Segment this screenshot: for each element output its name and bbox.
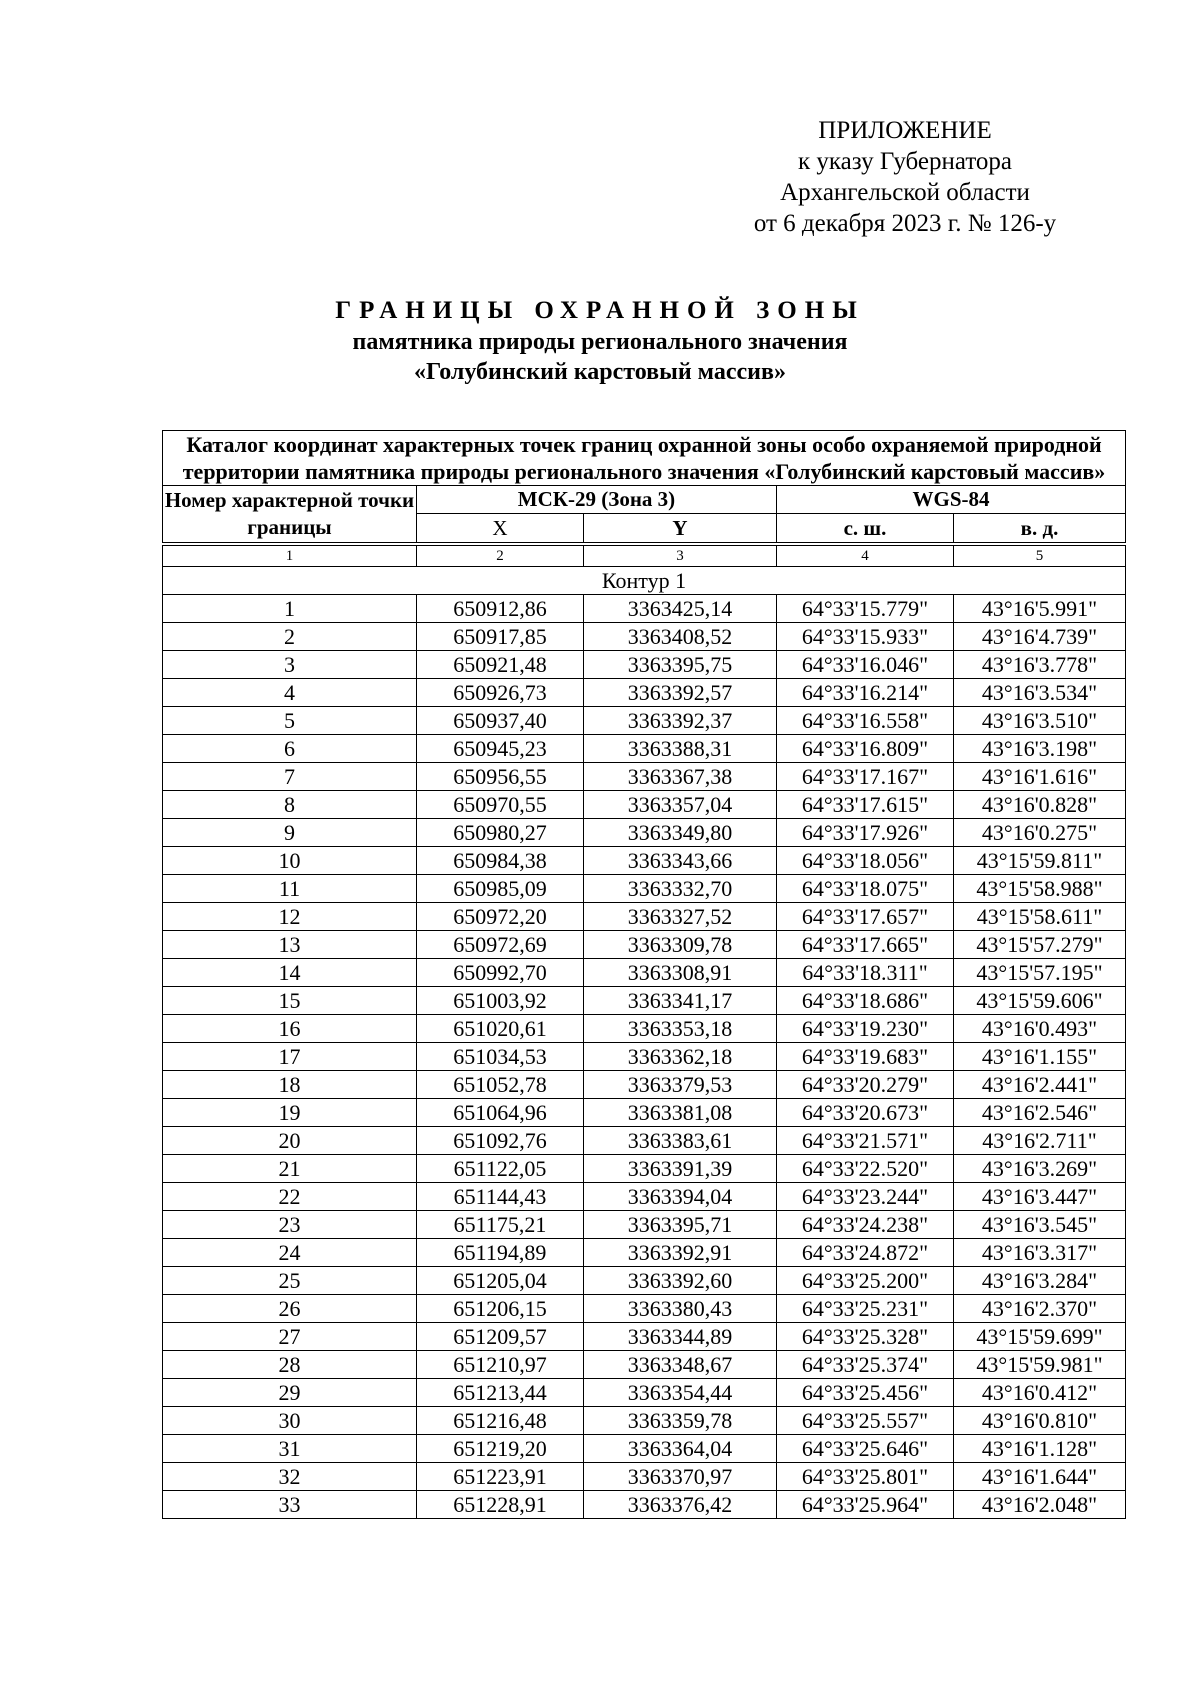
- longitude-cell: 43°15'58.988": [954, 875, 1126, 903]
- y-cell: 3363341,17: [584, 987, 777, 1015]
- column-number: 3: [584, 546, 777, 567]
- y-cell: 3363362,18: [584, 1043, 777, 1071]
- y-cell: 3363348,67: [584, 1351, 777, 1379]
- table-row: [163, 735, 1126, 763]
- longitude-cell: 43°16'4.739": [954, 623, 1126, 651]
- table-row: [163, 1463, 1126, 1491]
- x-cell: 651205,04: [417, 1267, 584, 1295]
- table-row: [163, 1043, 1126, 1071]
- x-cell: 650937,40: [417, 707, 584, 735]
- latitude-cell: 64°33'17.167": [777, 763, 954, 791]
- latitude-cell: 64°33'20.673": [777, 1099, 954, 1127]
- latitude-cell: 64°33'22.520": [777, 1155, 954, 1183]
- table-row: [163, 1323, 1126, 1351]
- appendix-title: ПРИЛОЖЕНИЕ: [818, 117, 992, 144]
- latitude-cell: 64°33'15.933": [777, 623, 954, 651]
- table-row: [163, 1015, 1126, 1043]
- y-cell: 3363354,44: [584, 1379, 777, 1407]
- x-cell: 651175,21: [417, 1211, 584, 1239]
- latitude-cell: 64°33'18.075": [777, 875, 954, 903]
- table-row: [163, 679, 1126, 707]
- table-row: [163, 819, 1126, 847]
- longitude-cell: 43°15'57.279": [954, 931, 1126, 959]
- table-row: [163, 623, 1126, 651]
- point-number-cell: 17: [163, 1043, 417, 1071]
- header-point-number: Номер характерной точки границы: [163, 486, 417, 543]
- longitude-cell: 43°16'3.510": [954, 707, 1126, 735]
- longitude-cell: 43°15'58.611": [954, 903, 1126, 931]
- longitude-cell: 43°16'2.546": [954, 1099, 1126, 1127]
- longitude-cell: 43°15'59.811": [954, 847, 1126, 875]
- y-cell: 3363349,80: [584, 819, 777, 847]
- y-cell: 3363425,14: [584, 595, 777, 623]
- longitude-cell: 43°16'0.412": [954, 1379, 1126, 1407]
- point-number-cell: 20: [163, 1127, 417, 1155]
- table-row: [163, 931, 1126, 959]
- longitude-cell: 43°16'0.810": [954, 1407, 1126, 1435]
- latitude-cell: 64°33'24.872": [777, 1239, 954, 1267]
- contour-label: Контур 1: [163, 567, 1126, 595]
- latitude-cell: 64°33'25.374": [777, 1351, 954, 1379]
- latitude-cell: 64°33'19.230": [777, 1015, 954, 1043]
- y-cell: 3363357,04: [584, 791, 777, 819]
- point-number-cell: 24: [163, 1239, 417, 1267]
- appendix-date-line: от 6 декабря 2023 г. № 126-у: [753, 210, 1057, 237]
- table-row: [163, 763, 1126, 791]
- point-number-cell: 6: [163, 735, 417, 763]
- longitude-cell: 43°15'59.699": [954, 1323, 1126, 1351]
- y-cell: 3363408,52: [584, 623, 777, 651]
- y-cell: 3363332,70: [584, 875, 777, 903]
- y-cell: 3363379,53: [584, 1071, 777, 1099]
- longitude-cell: 43°16'0.275": [954, 819, 1126, 847]
- x-cell: 651122,05: [417, 1155, 584, 1183]
- x-cell: 650972,20: [417, 903, 584, 931]
- x-cell: 651219,20: [417, 1435, 584, 1463]
- latitude-cell: 64°33'16.046": [777, 651, 954, 679]
- point-number-cell: 8: [163, 791, 417, 819]
- table-row: [163, 1211, 1126, 1239]
- longitude-cell: 43°15'57.195": [954, 959, 1126, 987]
- y-cell: 3363353,18: [584, 1015, 777, 1043]
- longitude-cell: 43°16'3.534": [954, 679, 1126, 707]
- y-cell: 3363359,78: [584, 1407, 777, 1435]
- x-cell: 650956,55: [417, 763, 584, 791]
- longitude-cell: 43°16'3.198": [954, 735, 1126, 763]
- latitude-cell: 64°33'17.665": [777, 931, 954, 959]
- latitude-cell: 64°33'25.456": [777, 1379, 954, 1407]
- coordinates-table: [162, 430, 1126, 1519]
- point-number-cell: 15: [163, 987, 417, 1015]
- latitude-cell: 64°33'16.214": [777, 679, 954, 707]
- y-cell: 3363364,04: [584, 1435, 777, 1463]
- table-row: [163, 1267, 1126, 1295]
- y-cell: 3363309,78: [584, 931, 777, 959]
- latitude-cell: 64°33'25.328": [777, 1323, 954, 1351]
- table-row: [163, 791, 1126, 819]
- longitude-cell: 43°16'1.644": [954, 1463, 1126, 1491]
- point-number-cell: 4: [163, 679, 417, 707]
- y-cell: 3363381,08: [584, 1099, 777, 1127]
- point-number-cell: 21: [163, 1155, 417, 1183]
- y-cell: 3363391,39: [584, 1155, 777, 1183]
- table-row: [163, 987, 1126, 1015]
- table-row: [163, 1295, 1126, 1323]
- table-row: [163, 903, 1126, 931]
- x-cell: 651216,48: [417, 1407, 584, 1435]
- title-subtitle-1: памятника природы регионального значения: [352, 329, 848, 355]
- table-row: [163, 1099, 1126, 1127]
- longitude-cell: 43°16'2.441": [954, 1071, 1126, 1099]
- x-cell: 651064,96: [417, 1099, 584, 1127]
- x-cell: 650945,23: [417, 735, 584, 763]
- header-wgs84: WGS-84: [777, 486, 1126, 514]
- table-row: [163, 1155, 1126, 1183]
- table-row: [163, 959, 1126, 987]
- table-row: [163, 1071, 1126, 1099]
- latitude-cell: 64°33'17.926": [777, 819, 954, 847]
- point-number-cell: 26: [163, 1295, 417, 1323]
- point-number-cell: 31: [163, 1435, 417, 1463]
- longitude-cell: 43°16'0.828": [954, 791, 1126, 819]
- y-cell: 3363395,71: [584, 1211, 777, 1239]
- longitude-cell: 43°16'2.711": [954, 1127, 1126, 1155]
- y-cell: 3363395,75: [584, 651, 777, 679]
- point-number-cell: 11: [163, 875, 417, 903]
- longitude-cell: 43°16'2.048": [954, 1491, 1126, 1519]
- y-cell: 3363388,31: [584, 735, 777, 763]
- point-number-cell: 27: [163, 1323, 417, 1351]
- x-cell: 651144,43: [417, 1183, 584, 1211]
- y-cell: 3363392,37: [584, 707, 777, 735]
- point-number-cell: 5: [163, 707, 417, 735]
- point-number-cell: 1: [163, 595, 417, 623]
- y-cell: 3363392,91: [584, 1239, 777, 1267]
- point-number-cell: 16: [163, 1015, 417, 1043]
- title-main: ГРАНИЦЫ ОХРАННОЙ ЗОНЫ: [335, 297, 865, 324]
- header-y: Y: [584, 514, 777, 543]
- longitude-cell: 43°16'3.447": [954, 1183, 1126, 1211]
- table-row: [163, 847, 1126, 875]
- y-cell: 3363343,66: [584, 847, 777, 875]
- y-cell: 3363308,91: [584, 959, 777, 987]
- point-number-cell: 25: [163, 1267, 417, 1295]
- x-cell: 651003,92: [417, 987, 584, 1015]
- column-number: 1: [163, 546, 417, 567]
- latitude-cell: 64°33'25.646": [777, 1435, 954, 1463]
- latitude-cell: 64°33'23.244": [777, 1183, 954, 1211]
- document-title: [150, 295, 1050, 387]
- table-row: [163, 1239, 1126, 1267]
- x-cell: 650921,48: [417, 651, 584, 679]
- x-cell: 651052,78: [417, 1071, 584, 1099]
- table-row: [163, 1127, 1126, 1155]
- table-row: [163, 1407, 1126, 1435]
- point-number-cell: 19: [163, 1099, 417, 1127]
- x-cell: 650926,73: [417, 679, 584, 707]
- table-row: [163, 875, 1126, 903]
- x-cell: 650912,86: [417, 595, 584, 623]
- y-cell: 3363380,43: [584, 1295, 777, 1323]
- y-cell: 3363367,38: [584, 763, 777, 791]
- table-row: [163, 651, 1126, 679]
- table-row: [163, 595, 1126, 623]
- longitude-cell: 43°16'5.991": [954, 595, 1126, 623]
- x-cell: 650992,70: [417, 959, 584, 987]
- appendix-region-line: Архангельской области: [780, 179, 1030, 206]
- y-cell: 3363344,89: [584, 1323, 777, 1351]
- latitude-cell: 64°33'16.558": [777, 707, 954, 735]
- point-number-cell: 23: [163, 1211, 417, 1239]
- x-cell: 651034,53: [417, 1043, 584, 1071]
- point-number-cell: 3: [163, 651, 417, 679]
- point-number-cell: 22: [163, 1183, 417, 1211]
- latitude-cell: 64°33'25.200": [777, 1267, 954, 1295]
- x-cell: 651092,76: [417, 1127, 584, 1155]
- y-cell: 3363370,97: [584, 1463, 777, 1491]
- column-number: 5: [954, 546, 1126, 567]
- x-cell: 651210,97: [417, 1351, 584, 1379]
- latitude-cell: 64°33'25.231": [777, 1295, 954, 1323]
- x-cell: 650972,69: [417, 931, 584, 959]
- x-cell: 650985,09: [417, 875, 584, 903]
- point-number-cell: 30: [163, 1407, 417, 1435]
- latitude-cell: 64°33'18.686": [777, 987, 954, 1015]
- point-number-cell: 14: [163, 959, 417, 987]
- latitude-cell: 64°33'18.056": [777, 847, 954, 875]
- longitude-cell: 43°16'0.493": [954, 1015, 1126, 1043]
- x-cell: 651213,44: [417, 1379, 584, 1407]
- appendix-decree-line: к указу Губернатора: [797, 148, 1013, 175]
- point-number-cell: 13: [163, 931, 417, 959]
- longitude-cell: 43°16'1.128": [954, 1435, 1126, 1463]
- x-cell: 650980,27: [417, 819, 584, 847]
- header-longitude: в. д.: [954, 514, 1126, 543]
- longitude-cell: 43°16'1.616": [954, 763, 1126, 791]
- point-number-cell: 10: [163, 847, 417, 875]
- table-row: [163, 707, 1126, 735]
- coordinates-rows: [163, 595, 1126, 1519]
- latitude-cell: 64°33'17.615": [777, 791, 954, 819]
- x-cell: 651206,15: [417, 1295, 584, 1323]
- longitude-cell: 43°16'3.269": [954, 1155, 1126, 1183]
- longitude-cell: 43°15'59.606": [954, 987, 1126, 1015]
- column-number: 4: [777, 546, 954, 567]
- latitude-cell: 64°33'21.571": [777, 1127, 954, 1155]
- appendix-header: [700, 115, 1110, 239]
- y-cell: 3363392,60: [584, 1267, 777, 1295]
- longitude-cell: 43°16'3.317": [954, 1239, 1126, 1267]
- x-cell: 651223,91: [417, 1463, 584, 1491]
- latitude-cell: 64°33'15.779": [777, 595, 954, 623]
- point-number-cell: 18: [163, 1071, 417, 1099]
- point-number-cell: 2: [163, 623, 417, 651]
- latitude-cell: 64°33'18.311": [777, 959, 954, 987]
- point-number-cell: 29: [163, 1379, 417, 1407]
- title-subtitle-2: «Голубинский карстовый массив»: [414, 359, 786, 385]
- x-cell: 651020,61: [417, 1015, 584, 1043]
- y-cell: 3363394,04: [584, 1183, 777, 1211]
- latitude-cell: 64°33'20.279": [777, 1071, 954, 1099]
- y-cell: 3363383,61: [584, 1127, 777, 1155]
- longitude-cell: 43°16'3.284": [954, 1267, 1126, 1295]
- table-caption: Каталог координат характерных точек границ охранной зоны особо охраняемой природной территории памятника природы регионального значения «Голубинский карстовый массив»: [163, 431, 1126, 486]
- table-row: [163, 1183, 1126, 1211]
- header-latitude: с. ш.: [777, 514, 954, 543]
- point-number-cell: 32: [163, 1463, 417, 1491]
- table-row: [163, 1351, 1126, 1379]
- x-cell: 650984,38: [417, 847, 584, 875]
- longitude-cell: 43°16'2.370": [954, 1295, 1126, 1323]
- y-cell: 3363327,52: [584, 903, 777, 931]
- header-x: X: [417, 514, 584, 543]
- longitude-cell: 43°16'1.155": [954, 1043, 1126, 1071]
- latitude-cell: 64°33'16.809": [777, 735, 954, 763]
- x-cell: 651194,89: [417, 1239, 584, 1267]
- point-number-cell: 9: [163, 819, 417, 847]
- header-msk29: МСК-29 (Зона 3): [417, 486, 777, 514]
- point-number-cell: 28: [163, 1351, 417, 1379]
- longitude-cell: 43°16'3.545": [954, 1211, 1126, 1239]
- point-number-cell: 7: [163, 763, 417, 791]
- latitude-cell: 64°33'24.238": [777, 1211, 954, 1239]
- x-cell: 651209,57: [417, 1323, 584, 1351]
- latitude-cell: 64°33'17.657": [777, 903, 954, 931]
- x-cell: 650917,85: [417, 623, 584, 651]
- point-number-cell: 33: [163, 1491, 417, 1519]
- latitude-cell: 64°33'25.557": [777, 1407, 954, 1435]
- x-cell: 650970,55: [417, 791, 584, 819]
- table-row: [163, 1491, 1126, 1519]
- longitude-cell: 43°15'59.981": [954, 1351, 1126, 1379]
- x-cell: 651228,91: [417, 1491, 584, 1519]
- table-row: [163, 1379, 1126, 1407]
- y-cell: 3363392,57: [584, 679, 777, 707]
- table-row: [163, 1435, 1126, 1463]
- y-cell: 3363376,42: [584, 1491, 777, 1519]
- column-number: 2: [417, 546, 584, 567]
- point-number-cell: 12: [163, 903, 417, 931]
- latitude-cell: 64°33'25.801": [777, 1463, 954, 1491]
- latitude-cell: 64°33'25.964": [777, 1491, 954, 1519]
- longitude-cell: 43°16'3.778": [954, 651, 1126, 679]
- latitude-cell: 64°33'19.683": [777, 1043, 954, 1071]
